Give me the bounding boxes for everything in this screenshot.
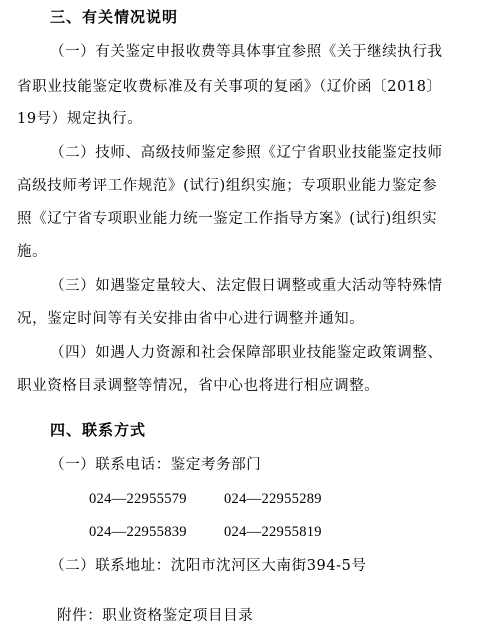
para-4-line-1: （四）如遇人力资源和社会保障部职业技能鉴定政策调整、 (50, 345, 443, 361)
phone-number: 024—22955839 (89, 524, 187, 540)
contact-address: （二）联系地址：沈阳市沈河区大南街394-5号 (50, 558, 367, 574)
para-1-line-3: 19号）规定执行。 (17, 111, 143, 127)
phone-number: 024—22955289 (224, 491, 322, 507)
phone-number: 024—22955819 (224, 524, 322, 540)
attachment-line: 附件：职业资格鉴定项目目录 (57, 608, 254, 624)
phone-label: （一）联系电话：鉴定考务部门 (50, 457, 262, 473)
para-3-line-2: 况，鉴定时间等有关安排由省中心进行调整并通知。 (17, 311, 365, 327)
para-3-line-1: （三）如遇鉴定量较大、法定假日调整或重大活动等特殊情 (50, 278, 443, 294)
para-2-line-1: （二）技师、高级技师鉴定参照《辽宁省职业技能鉴定技师 (50, 145, 443, 161)
phone-number: 024—22955579 (89, 491, 187, 507)
para-1-line-1: （一）有关鉴定申报收费等具体事宜参照《关于继续执行我 (50, 44, 443, 60)
para-4-line-2: 职业资格目录调整等情况，省中心也将进行相应调整。 (17, 378, 380, 394)
para-2-line-4: 施。 (17, 244, 48, 260)
section-4-heading: 四、联系方式 (50, 421, 147, 439)
para-2-line-2: 高级技师考评工作规范》(试行)组织实施；专项职业能力鉴定参 (17, 178, 438, 194)
para-2-line-3: 照《辽宁省专项职业能力统一鉴定工作指导方案》(试行)组织实 (17, 211, 438, 227)
para-1-line-2: 省职业技能鉴定收费标准及有关事项的复函》（辽价函〔2018〕 (17, 79, 442, 95)
section-3-heading: 三、有关情况说明 (50, 8, 179, 26)
